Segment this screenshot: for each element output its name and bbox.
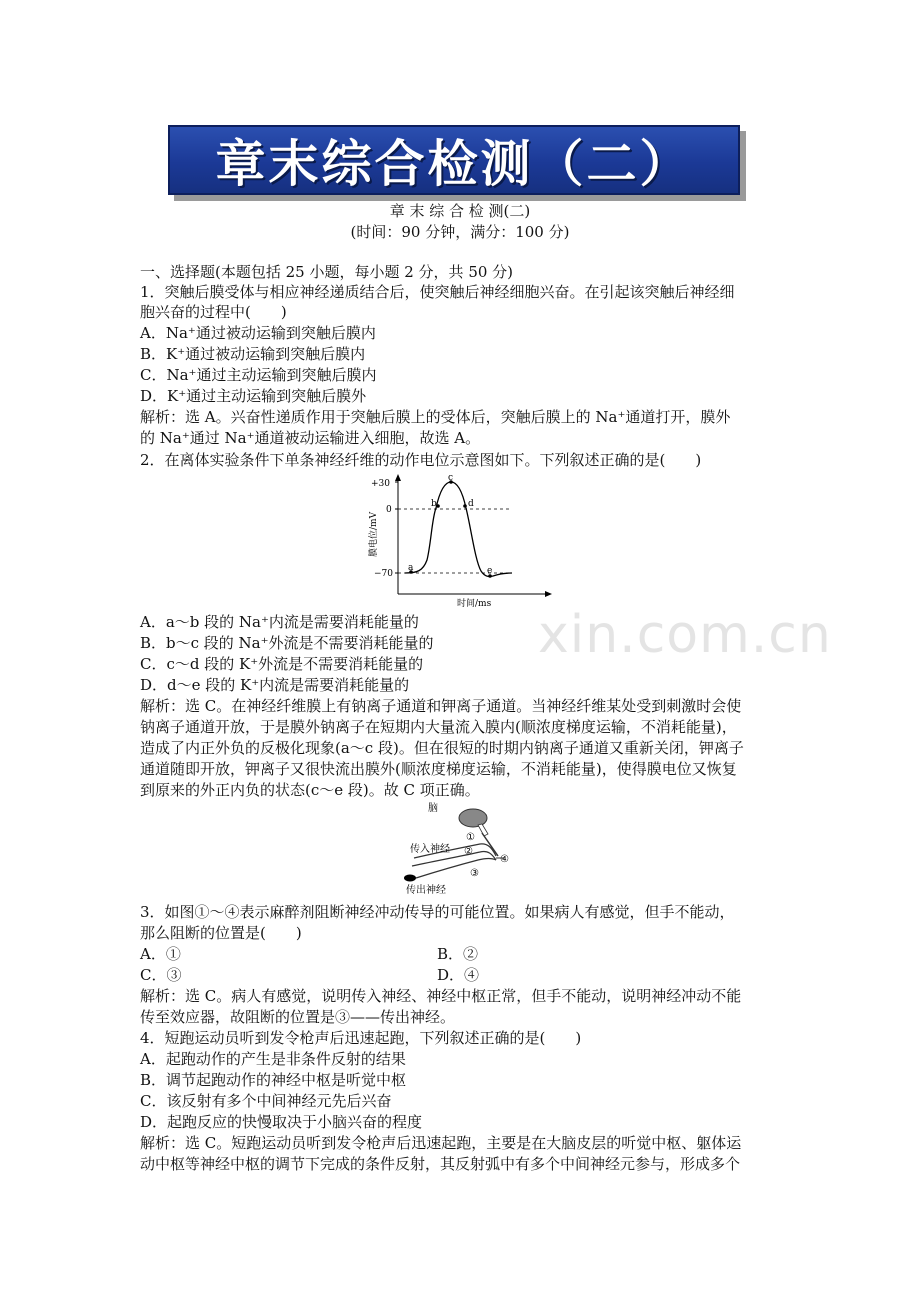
label-afferent: 传入神经 [410,844,450,855]
q1-stem-2: 胞兴奋的过程中( ) [140,303,287,321]
q4-analysis-1: 解析：选 C。短跑运动员听到发令枪声后迅速起跑，主要是在大脑皮层的听觉中枢、躯体运 [140,1134,742,1152]
marker-4: ④ [500,854,509,865]
section-heading: 一、选择题(本题包括 25 小题，每小题 2 分，共 50 分) [140,263,514,281]
tick-minus70: −70 [374,569,393,579]
q2-analysis-3: 造成了内正外负的反极化现象(a～c 段)。但在很短的时期内钠离子通道又重新关闭，钾离子 [140,739,744,757]
q4-analysis-2: 动中枢等神经中枢的调节下完成的条件反射，其反射弧中有多个中间神经元参与，形成多个 [140,1155,741,1173]
x-axis-label: 时间/ms [457,599,492,607]
brain-shape [459,809,487,827]
q3-analysis-1: 解析：选 C。病人有感觉，说明传入神经、神经中枢正常，但手不能动，说明神经冲动不能 [140,987,742,1005]
doc-subtitle: (时间：90 分钟，满分：100 分) [350,223,570,241]
q3-stem-1: 3．如图①～④表示麻醉剂阻断神经冲动传导的可能位置。如果病人有感觉，但手不能动， [140,903,735,921]
q2-option-b: B．b～c 段的 Na⁺外流是不需要消耗能量的 [140,634,434,652]
q1-analysis-2: 的 Na⁺通过 Na⁺通道被动运输进入细胞，故选 A。 [140,429,481,447]
q4-option-a: A．起跑动作的产生是非条件反射的结果 [140,1050,406,1068]
reflex-arc-figure [400,800,525,898]
q4-stem: 4．短跑运动员听到发令枪声后迅速起跑，下列叙述正确的是( ) [140,1029,582,1047]
q2-stem: 2．在离体实验条件下单条神经纤维的动作电位示意图如下。下列叙述正确的是( ) [140,451,702,469]
q4-option-d: D．起跑反应的快慢取决于小脑兴奋的程度 [140,1113,423,1131]
banner-title: 章末综合检测（二） [215,135,693,193]
q3-option-d: D．④ [437,966,480,984]
tick-plus30: +30 [371,479,390,489]
q2-option-c: C．c～d 段的 K⁺外流是不需要消耗能量的 [140,655,424,673]
y-axis-label: 膜电位/mV [369,511,379,557]
q3-stem-2: 那么阻断的位置是( ) [140,924,302,942]
chapter-banner [168,125,740,195]
q2-analysis-5: 到原来的外正内负的状态(c～e 段)。故 C 项正确。 [140,781,480,799]
action-potential-figure [365,472,555,607]
q2-analysis-4: 通道随即开放，钾离子又很快流出膜外(顺浓度梯度运输，不消耗能量)，使得膜电位又恢复 [140,760,737,778]
q1-analysis-1: 解析：选 A。兴奋性递质作用于突触后膜上的受体后，突触后膜上的 Na⁺通道打开，膜外 [140,408,731,426]
q2-analysis-2: 钠离子通道开放，于是膜外钠离子在短期内大量流入膜内(顺浓度梯度运输，不消耗能量)， [140,718,737,736]
marker-2: ② [464,846,473,857]
q1-option-b: B．K⁺通过被动运输到突触后膜内 [140,345,366,363]
q4-option-b: B．调节起跑动作的神经中枢是听觉中枢 [140,1071,407,1089]
q3-analysis-2: 传至效应器，故阻断的位置是③——传出神经。 [140,1008,456,1026]
effector-shape [404,875,416,882]
q1-option-a: A．Na⁺通过被动运输到突触后膜内 [140,324,376,342]
q2-analysis-1: 解析：选 C。在神经纤维膜上有钠离子通道和钾离子通道。当神经纤维某处受到刺激时会使 [140,697,742,715]
potential-curve [405,482,512,576]
point-b: b [431,499,437,509]
doc-title: 章 末 综 合 检 测(二) [389,202,531,220]
point-c: c [448,473,454,483]
q1-option-c: C．Na⁺通过主动运输到突触后膜内 [140,366,377,384]
q2-option-a: A．a～b 段的 Na⁺内流是需要消耗能量的 [140,613,419,631]
label-efferent: 传出神经 [406,885,446,896]
q1-option-d: D．K⁺通过主动运输到突触后膜外 [140,387,367,405]
tick-zero: 0 [386,505,392,515]
watermark: xin.com.cn [538,605,832,665]
marker-1: ① [466,832,475,843]
q3-option-a: A．① [140,945,181,963]
point-a: a [408,563,414,573]
q3-option-b: B．② [437,945,479,963]
q2-option-d: D．d～e 段的 K⁺内流是需要消耗能量的 [140,676,410,694]
point-e: e [487,566,493,576]
q3-option-c: C．③ [140,966,182,984]
q1-stem-1: 1．突触后膜受体与相应神经递质结合后，使突触后神经细胞兴奋。在引起该突触后神经细 [140,283,735,301]
point-d: d [468,499,474,509]
label-brain: 脑 [428,803,438,814]
marker-3: ③ [470,868,479,879]
q4-option-c: C．该反射有多个中间神经元先后兴奋 [140,1092,392,1110]
